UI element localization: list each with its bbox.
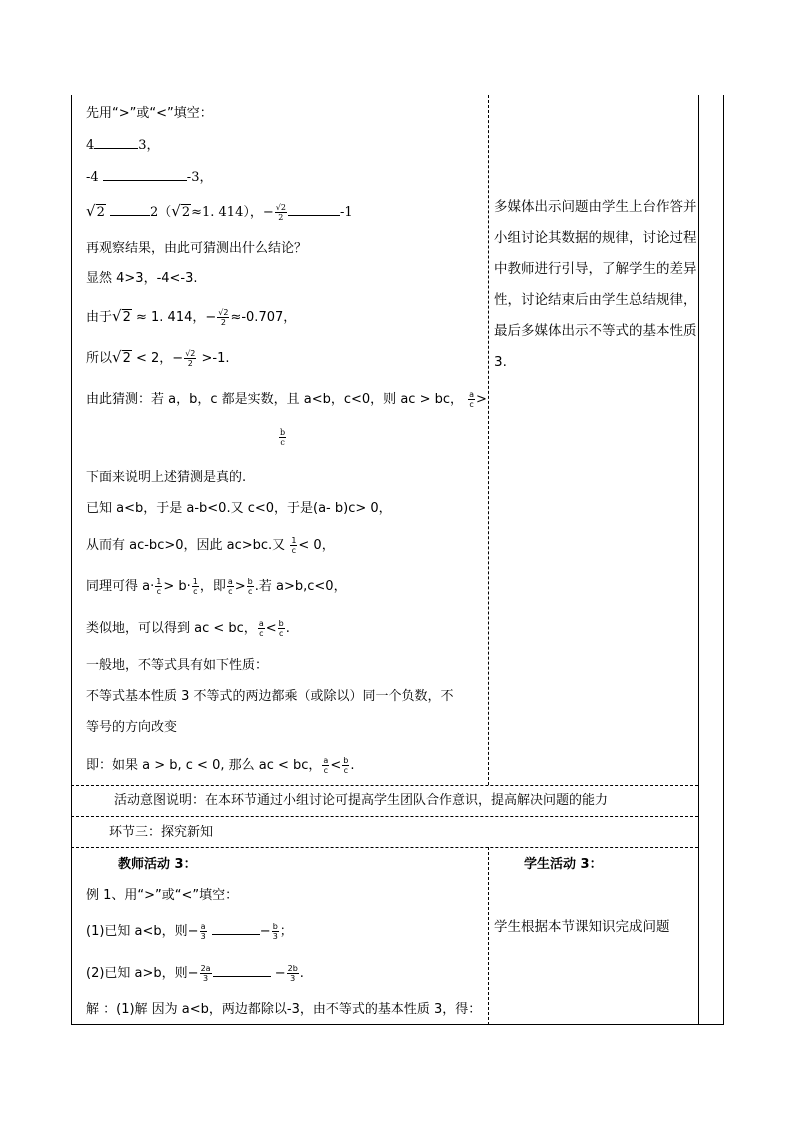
proof-step-3: 同理可得 a· $\frac{1}{c}$ > b· $\frac{1}{c}$ ，即 $\frac{a}{c}$ > $\frac{b}{c}$ .若 a>b,c<0，	[86, 577, 347, 596]
sqrt-expression: √2	[112, 307, 131, 325]
example-instruction: 例 1、用“>”或“<”填空：	[86, 888, 239, 903]
sqrt-expression: √2	[112, 348, 131, 366]
fraction: $\frac{√2}{2}$	[218, 308, 229, 327]
answer-blank	[288, 203, 340, 216]
answer-blank	[212, 922, 260, 935]
fraction: $\frac{√2}{2}$	[185, 349, 196, 368]
section-title: 环节三：探究新知	[109, 825, 214, 840]
fraction: $\frac{b}{3}$	[272, 922, 278, 941]
fraction: $\frac{1}{c}$	[291, 536, 297, 555]
conjecture-fraction	[278, 428, 287, 447]
fraction: $\frac{a}{c}$	[469, 390, 475, 409]
example-part-2: (2)已知 a>b，则− $\frac{2a}{3}$ − $\frac{2b}{3}$ .	[86, 964, 304, 983]
obvious-line: 显然 4>3，-4<-3.	[86, 271, 198, 286]
fraction: $\frac{1}{c}$	[156, 577, 162, 596]
fraction: $\frac{b}{c}$	[278, 619, 284, 638]
compare-row-1	[86, 136, 160, 155]
example-solution: 解 ：(1)解 因为 a<b，两边都除以-3，由不等式的基本性质 3，得：	[86, 1002, 482, 1017]
student-activity-description: 多媒体出示问题由学生上台作答并小组讨论其数据的规律，讨论过程中教师进行引导，了解学生的差异性，讨论结束后由学生总结规律，最后多媒体出示不等式的基本性质 3.	[494, 199, 697, 370]
answer-blank	[110, 203, 150, 216]
because-line: 由于√2 ≈ 1. 414，− $\frac{√2}{2}$ ≈-0.707，	[86, 307, 297, 327]
sqrt-expression: √2	[86, 202, 105, 220]
fraction: $\frac{a}{c}$	[258, 619, 264, 638]
fraction: $\frac{a}{3}$	[200, 922, 206, 941]
fraction: $\frac{b}{c}$	[343, 756, 349, 775]
fraction: $\frac{√2}{2}$	[275, 203, 286, 222]
general-line: 一般地，不等式具有如下性质：	[86, 658, 269, 673]
fraction: $\frac{a}{c}$	[323, 756, 329, 775]
conjecture-line: 由此猜测：若 a，b，c 都是实数，且 a<b，c<0，则 ac > bc， $\frac{a}{c}$ >	[86, 390, 487, 409]
observe-question: 再观察结果，由此可猜测出什么结论？	[86, 241, 308, 256]
compare-row-3	[86, 202, 353, 222]
proof-step-1: 已知 a<b，于是 a-b<0.又 c<0，于是(a- b)c> 0，	[86, 501, 392, 516]
number-text: -3，	[186, 170, 213, 185]
property-3-statement: 即：如果 a > b, c < 0, 那么 ac < bc， $\frac{a}{c}$ < $\frac{b}{c}$ .	[86, 756, 355, 775]
property-3-line-1: 不等式基本性质 3 不等式的两边都乘（或除以）同一个负数，不	[86, 689, 454, 704]
fraction: $\frac{b}{c}$	[280, 428, 286, 447]
answer-blank	[94, 136, 138, 149]
teacher-activity-heading: 教师活动 3：	[118, 857, 197, 872]
number-text: 3，	[138, 138, 160, 153]
similarly-line: 类似地，可以得到 ac < bc， $\frac{a}{c}$ < $\frac{b}{c}$ .	[86, 619, 290, 638]
fill-instruction: 先用“>”或“<”填空：	[86, 106, 213, 121]
math-text: 2（	[149, 205, 172, 220]
math-text: ≈1. 414），−	[191, 205, 274, 220]
answer-blank	[103, 168, 187, 181]
fraction: $\frac{a}{c}$	[227, 577, 233, 596]
fraction: $\frac{2b}{3}$	[287, 964, 298, 983]
math-text: -1	[339, 205, 353, 220]
example-part-1: (1)已知 a<b，则− $\frac{a}{3}$ − $\frac{b}{3}$ ；	[86, 922, 293, 941]
proof-step-2: 从而有 ac-bc>0，因此 ac>bc.又 $\frac{1}{c}$ < 0，	[86, 536, 335, 555]
proof-intro: 下面来说明上述猜测是真的.	[86, 470, 247, 485]
student-activity-heading: 学生活动 3：	[524, 857, 603, 872]
fraction: $\frac{1}{c}$	[192, 577, 198, 596]
number-text: -4	[86, 170, 103, 185]
number-text: 4	[86, 138, 95, 153]
compare-row-2	[86, 168, 212, 187]
fraction: $\frac{b}{c}$	[247, 577, 253, 596]
student-task: 学生根据本节课知识完成问题	[494, 919, 670, 935]
answer-blank	[213, 964, 271, 977]
property-3-line-2: 等号的方向改变	[86, 720, 178, 735]
fraction: $\frac{2a}{3}$	[200, 964, 211, 983]
intent-note: 活动意图说明：在本环节通过小组讨论可提高学生团队合作意识，提高解决问题的能力	[114, 793, 609, 808]
so-line: 所以√2 < 2，− $\frac{√2}{2}$ >-1.	[86, 348, 230, 368]
sqrt-expression: √2	[171, 202, 191, 220]
